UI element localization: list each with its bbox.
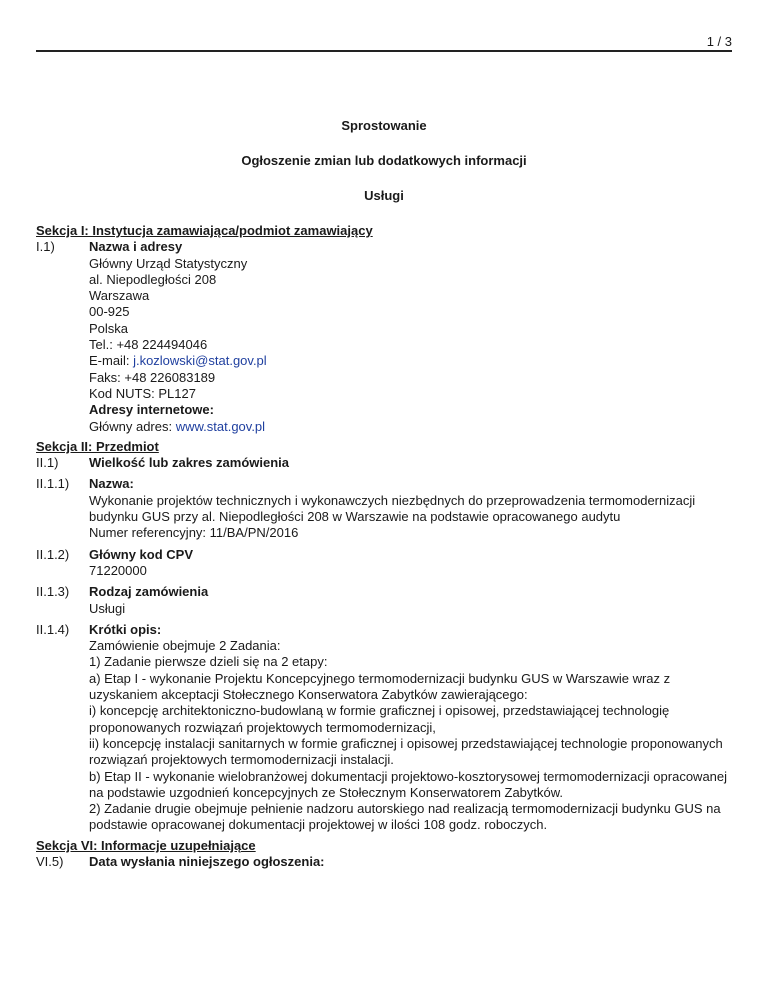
city: Warszawa: [89, 288, 150, 304]
email-line: [89, 353, 732, 369]
organization-name: Główny Urząd Statystyczny: [89, 255, 248, 271]
street-address: al. Niepodległości 208: [89, 271, 217, 287]
section-2-heading: Sekcja II: Przedmiot: [36, 438, 159, 454]
item-number: VI.5): [36, 853, 64, 869]
item-number: II.1): [36, 455, 59, 471]
description-row: [36, 622, 732, 834]
item-label: Główny kod CPV: [89, 546, 194, 562]
section-6-heading: Sekcja VI: Informacje uzupełniające: [36, 837, 256, 853]
item-number: II.1.4): [36, 621, 70, 637]
description-paragraph: a) Etap I - wykonanie Projektu Koncepcyjnego termomodernizacji budynku GUS w Warszawie wraz z uzyskaniem akceptacji Stołecznego Konserwatora Zabytków zawierającego:: [89, 670, 671, 703]
description-paragraph: Zamówienie obejmuje 2 Zadania:: [89, 638, 281, 654]
document-title: Sprostowanie: [341, 118, 427, 133]
section-1-heading: Sekcja I: Instytucja zamawiająca/podmiot zamawiający: [36, 223, 373, 238]
item-label: Wielkość lub zakres zamówienia: [89, 455, 290, 471]
name-row: [36, 476, 732, 541]
item-label: Krótki opis:: [89, 621, 162, 637]
item-label: Rodzaj zamówienia: [89, 584, 209, 600]
item-number: I.1): [36, 239, 55, 255]
dispatch-date-row: [36, 854, 732, 870]
postal-code: 00-925: [89, 304, 130, 320]
item-number: II.1.1): [36, 476, 70, 492]
cpv-row: [36, 547, 732, 580]
telephone: Tel.: +48 224494046: [89, 337, 208, 353]
cpv-code: 71220000: [89, 562, 147, 578]
item-number: II.1.3): [36, 584, 70, 600]
page-number: 1 / 3: [706, 34, 732, 49]
item-number: II.1.2): [36, 546, 70, 562]
contract-kind-row: [36, 584, 732, 617]
item-label: Nazwa:: [89, 476, 134, 492]
description-paragraph: ii) koncepcję instalacji sanitarnych w formie graficznej i opisowej przedstawiającej technologie proponowanych rozwiązań projektowych termomodernizacji instalacji.: [89, 735, 723, 768]
document-subtitle: Ogłoszenie zmian lub dodatkowych informacji: [241, 153, 527, 168]
description-paragraph: i) koncepcję architektoniczno-budowlaną w formie graficznej i opisowej, przedstawiającej technologię proponowanych rozwiązań projektowych termomodernizacji,: [89, 703, 670, 735]
header-rule: [36, 50, 732, 52]
scope-row: [36, 455, 732, 471]
document-type: Usługi: [364, 188, 404, 203]
notice-content: [36, 223, 732, 870]
email-label: E-mail:: [89, 353, 134, 369]
contract-name: Wykonanie projektów technicznych i wykonawczych niezbędnych do przeprowadzenia termomodernizacji budynku GUS przy al. Niepodległości 208 w Warszawie na podstawie opracowanego audytu: [89, 492, 696, 525]
item-label: Nazwa i adresy: [89, 239, 183, 255]
contract-kind: Usługi: [89, 600, 126, 616]
internet-addresses-label: Adresy internetowe:: [89, 402, 214, 418]
description-paragraph: b) Etap II - wykonanie wielobranżowej dokumentacji projektowo-kosztorysowej termomodernizacji opracowanej na podstawie uzgodnień koncepcyjnych ze Stołecznym Konserwatorem Zabytków.: [89, 768, 728, 800]
description-paragraph: 2) Zadanie drugie obejmuje pełnienie nadzoru autorskiego nad realizacją termomodernizacji budynku GUS na podstawie opracowanej dokumentacji projektowej w ilości 108 godz. roboczych.: [89, 801, 721, 833]
nuts-code: Kod NUTS: PL127: [89, 385, 196, 401]
country: Polska: [89, 320, 129, 336]
main-address-label: Główny adres:: [89, 418, 176, 434]
reference-number: Numer referencyjny: 11/BA/PN/2016: [89, 525, 299, 541]
description-paragraph: 1) Zadanie pierwsze dzieli się na 2 etapy:: [89, 654, 328, 670]
main-address-link[interactable]: www.stat.gov.pl: [175, 418, 266, 434]
item-label: Data wysłania niniejszego ogłoszenia:: [89, 853, 325, 869]
fax: Faks: +48 226083189: [89, 369, 216, 385]
email-link[interactable]: j.kozlowski@stat.gov.pl: [133, 353, 267, 369]
main-address-line: [89, 419, 732, 435]
section-1-names-addresses: [36, 239, 732, 435]
